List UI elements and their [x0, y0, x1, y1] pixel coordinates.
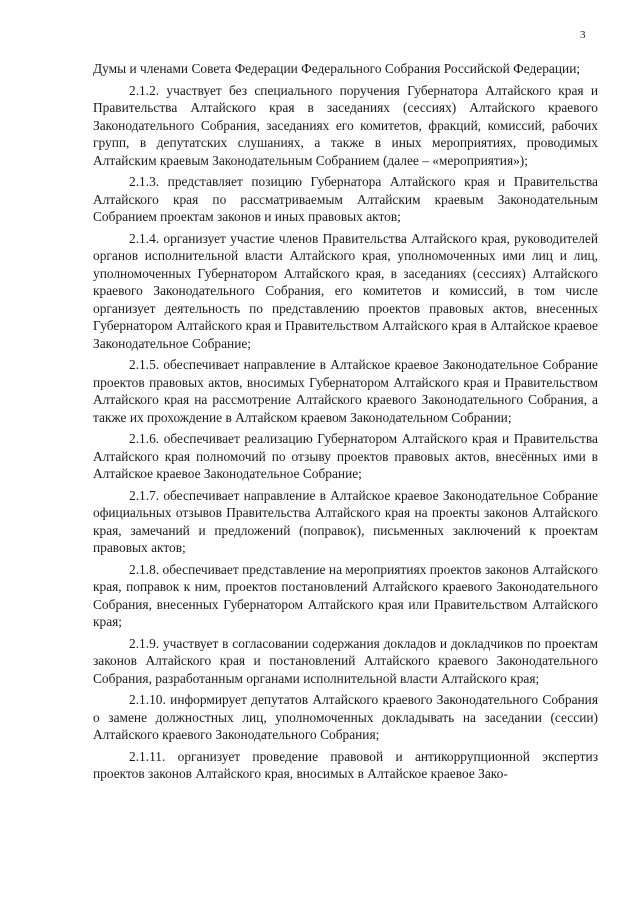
paragraph-2-1-9: 2.1.9. участвует в согласовании содержания докладов и докладчиков по проектам законов Алтайского края и постановлений Алтайского краевого Законодательного Собрания, разработанным органами исполнительной власти Алтайского края; — [93, 635, 598, 686]
paragraph-2-1-11: 2.1.11. организует проведение правовой и антикоррупционной экспертиз проектов законов Алтайского края, вносимых в Алтайское краевое Зако- — [93, 748, 598, 781]
paragraph-2-1-8: 2.1.8. обеспечивает представление на мероприятиях проектов законов Алтайского края, поправок к ним, проектов постановлений Алтайского краевого Законодательного Собрания, внесенных Губернатором Алтайского края или Правительством Алтайского края; — [93, 561, 598, 629]
paragraph-2-1-3: 2.1.3. представляет позицию Губернатора Алтайского края и Правительства Алтайского края по рассматриваемым Алтайским краевым Законодательным Собранием проектам законов и иных правовых актов; — [93, 174, 598, 224]
paragraph-2-1-7: 2.1.7. обеспечивает направление в Алтайское краевое Законодательное Собрание официальных отзывов Правительства Алтайского края на проекты законов Алтайского края, замечаний и предложений (поправок), письменных заключений к проектам правовых актов; — [93, 487, 598, 555]
paragraph-2-1-10: 2.1.10. информирует депутатов Алтайского краевого Законодательного Собрания о замене должностных лиц, уполномоченных докладывать на заседании (сессии) Алтайского краевого Законодательного Собрания; — [93, 692, 598, 742]
paragraph-2-1-5: 2.1.5. обеспечивает направление в Алтайское краевое Законодательное Собрание проектов правовых актов, вносимых Губернатором Алтайского края и Правительством Алтайского края на рассмотрение Алтайского краевого Законодательного Собрания, а также их прохождение в Алтайском краевом Законодательном Собрании; — [93, 357, 598, 425]
document-body — [93, 60, 598, 783]
paragraph-2-1-2: 2.1.2. участвует без специального поручения Губернатора Алтайского края и Правительства Алтайского края в заседаниях (сессиях) Алтайского краевого Законодательного Собрания, заседаниях его комитетов, фракций, комиссий, рабочих групп, в депутатских слушаниях, а также в иных мероприятиях, проводимых Алтайским краевым Законодательным Собранием (далее – «мероприятия»); — [93, 82, 598, 168]
page-number: 3 — [580, 29, 586, 41]
paragraph-2-1-6: 2.1.6. обеспечивает реализацию Губернатором Алтайского края и Правительства Алтайского края полномочий по отзыву проектов правовых актов, внесённых ими в Алтайское краевое Законодательное Собрание; — [93, 431, 598, 481]
paragraph-2-1-4: 2.1.4. организует участие членов Правительства Алтайского края, руководителей органов исполнительной власти Алтайского края, уполномоченных ими лиц и лиц, уполномоченных Губернатором Алтайского края, в заседаниях (сессиях) Алтайского краевого Законодательного Собрания, его комитетов и комиссий, в том числе организует деятельность по представлению проектов правовых актов, внесенных Губернатором Алтайского края и Правительством Алтайского края в Алтайское краевое Законодательное Собрание; — [93, 230, 598, 351]
paragraph-continuation: Думы и членами Совета Федерации Федерального Собрания Российской Федерации; — [93, 61, 581, 76]
